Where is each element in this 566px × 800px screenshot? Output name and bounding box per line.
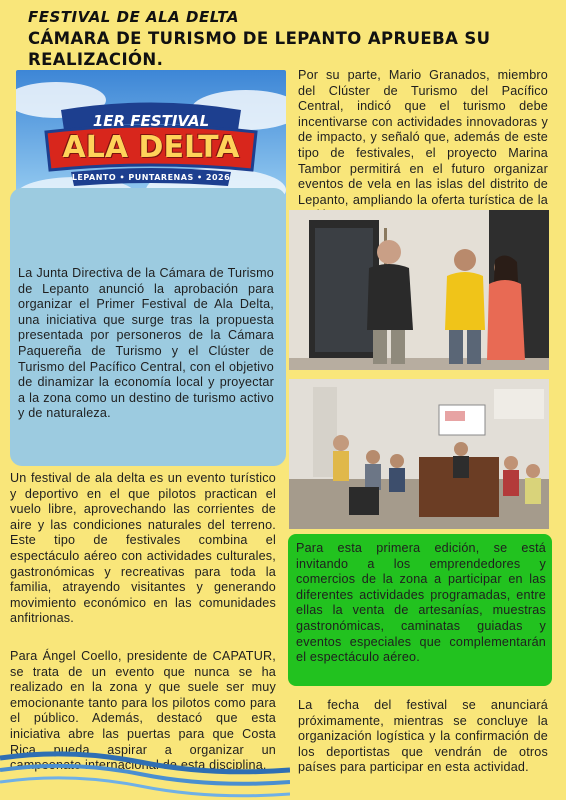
paragraph-capatur: Para Ángel Coello, presidente de CAPATUR, se trata de un evento que nunca se ha realizado en la zona y que suele ser muy emocionante tanto para los pilotos como para el público. Además, destacó que esta iniciativa abre las puertas para que Costa Rica pueda aspirar a organizar un campeonato internacional de esta disciplina. xyxy=(10,649,276,773)
paragraph-participation: Para esta primera edición, se está invitando a los emprendedores y comercios de la zona a participar en las diferentes actividades programadas, entre ellas la venta de artesanías, muestras gastronómicas, caminatas guiadas y eventos especiales que complementarán el espectáculo aéreo. xyxy=(296,541,546,665)
kicker: FESTIVAL DE ALA DELTA xyxy=(28,8,239,26)
wave-decoration xyxy=(0,740,290,800)
photo-speakers xyxy=(289,210,549,370)
poster-title: ALA DELTA xyxy=(62,130,240,165)
photo-meeting xyxy=(289,379,549,529)
paragraph-date: La fecha del festival se anunciará próximamente, mientras se concluye la organización logística y la confirmación de los deportistas que vendrán de otros países para participar en esta actividad. xyxy=(298,698,548,775)
headline: CÁMARA DE TURISMO DE LEPANTO APRUEBA SU REALIZACIÓN. xyxy=(28,29,491,69)
paragraph-definition: Un festival de ala delta es un evento turístico y deportivo en el que pilotos practican el vuelo libre, aprovechando las corrientes de aire y las condiciones naturales del terreno. Este tipo de festivales combina el espectáculo aéreo con actividades culturales, gastronómicas y recreativas para toda la familia, atrayendo visitantes y generando movimiento económico en las comunidades anfitrionas. xyxy=(10,471,276,626)
poster-top-line: 1ER FESTIVAL xyxy=(92,112,210,130)
poster-ribbon: LEPANTO • PUNTARENAS • 2026 xyxy=(71,173,231,182)
paragraph-cluster: Por su parte, Mario Granados, miembro del Clúster de Turismo del Pacífico Central, indicó que el turismo debe incentivarse con actividades innovadoras y de impacto, y señaló que, además de este tipo de festivales, el proyecto Marina Tambor permitirá en el futuro organizar eventos de vela en las islas del distrito de Lepanto, ampliando la oferta turística de la xyxy=(298,68,548,207)
paragraph-intro: La Junta Directiva de la Cámara de Turismo de Lepanto anunció la aprobación para organizar el Primer Festival de Ala Delta, una iniciativa que surge tras la propuesta presentada por personeros de la Cámara Paquereña de Turismo y el Clúster de Turismo del Pacífico Central, con el objetivo de dinamizar la economía local y proyectar a la zona como un destino de turismo activo y de naturaleza. xyxy=(18,266,274,421)
